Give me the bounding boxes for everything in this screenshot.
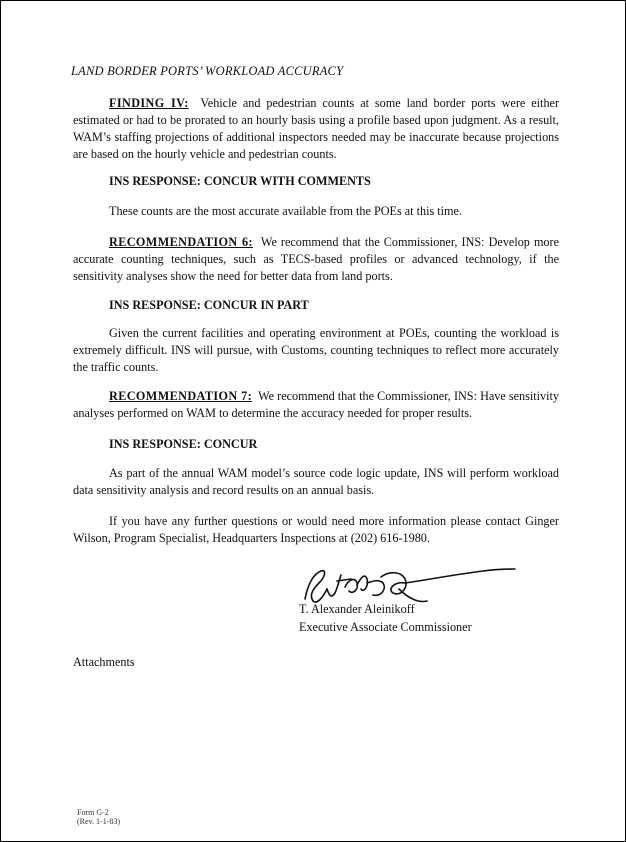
recommendation-7-text: We recommend that the Commissioner, INS: Have sensitivity analyses performed on WAM to determine the accuracy needed for proper results. [73, 389, 560, 420]
contact-paragraph: If you have any further questions or would need more information please contact Ginger Wilson, Program Specialist, Headquarters Inspections at (202) 616-1980. [73, 514, 559, 545]
signer-name: T. Alexander Aleinikoff [299, 602, 415, 616]
recommendation-6-label: RECOMMENDATION 6: [109, 235, 254, 249]
form-identifier [77, 808, 120, 826]
attachments-label: Attachments [73, 655, 135, 669]
response-heading-2: INS RESPONSE: CONCUR IN PART [109, 298, 309, 312]
form-revision: (Rev. 1-1-83) [77, 817, 121, 826]
response-heading-3: INS RESPONSE: CONCUR [109, 437, 258, 451]
recommendation-6-text: We recommend that the Commissioner, INS: Develop more accurate counting techniques, such as TECS-based profiles or advanced technology, if the sensitivity analyses show the need for better data from land ports. [73, 235, 559, 283]
recommendation-7-label: RECOMMENDATION 7: [109, 389, 253, 403]
response-text-2: Given the current facilities and operating environment at POEs, counting the workload is extremely difficult. INS will pursue, with Customs, counting techniques to reflect more accurately the traffic counts. [73, 326, 559, 374]
response-heading-1: INS RESPONSE: CONCUR WITH COMMENTS [109, 174, 371, 188]
recommendation-7-paragraph [73, 388, 559, 422]
finding-label: FINDING IV: [109, 96, 189, 110]
response-text-1: These counts are the most accurate available from the POEs at this time. [109, 204, 462, 218]
form-number: Form G-2 [77, 808, 109, 817]
recommendation-6-paragraph [73, 234, 559, 285]
response-text-3: As part of the annual WAM model’s source code logic update, INS will perform workload data sensitivity analysis and record results on an annual basis. [73, 466, 559, 497]
finding-paragraph [73, 95, 559, 163]
section-title: LAND BORDER PORTS’ WORKLOAD ACCURACY [71, 64, 344, 78]
signer-title: Executive Associate Commissioner [299, 620, 472, 634]
finding-text: Vehicle and pedestrian counts at some land border ports were either estimated or had to be prorated to an hourly basis using a profile based upon judgment. As a result, WAM’s staffing projections of additional inspectors needed may be inaccurate because projections are based on the hourly vehicle and pedestrian counts. [73, 96, 560, 161]
